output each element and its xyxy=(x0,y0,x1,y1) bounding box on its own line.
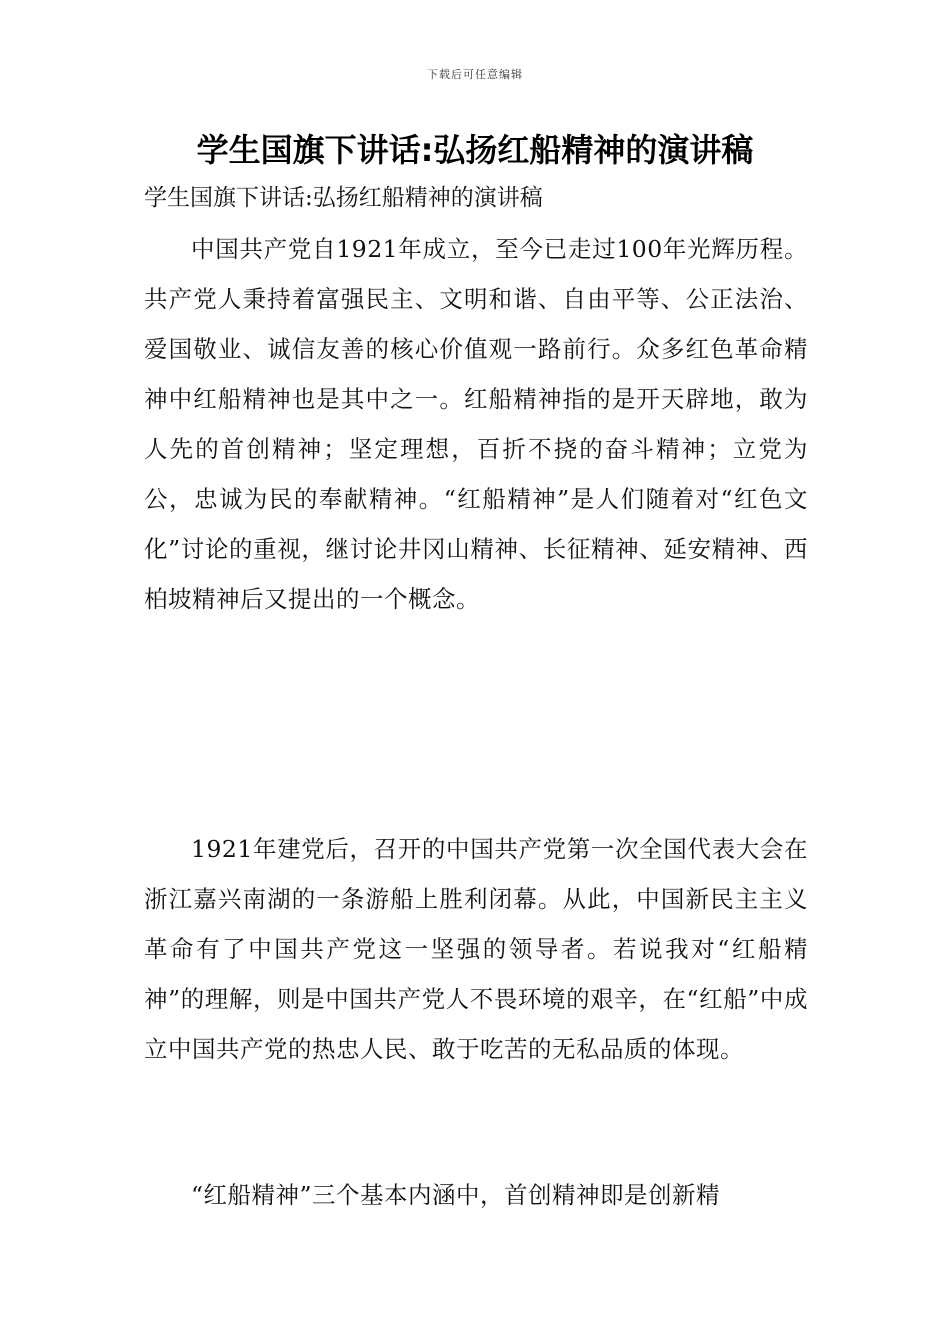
document-subtitle: 学生国旗下讲话:弘扬红船精神的演讲稿 xyxy=(144,185,543,211)
paragraph-3: “红船精神”三个基本内涵中，首创精神即是创新精 xyxy=(191,1181,721,1209)
header-note: 下载后可任意编辑 xyxy=(427,68,523,81)
paragraph-2: 1921年建党后，召开的中国共产党第一次全国代表大会在浙江嘉兴南湖的一条游船上胜利闭幕。从此，中国新民主主义革命有了中国共产党这一坚强的领导者。若说我对“红船精神”的理解，则是中国共产党人不畏环境的艰辛，在“红船”中成立中国共产党的热忠人民、敢于吃苦的无私品质的体现。 xyxy=(144,835,808,1063)
paragraph-1: 中国共产党自1921年成立，至今已走过100年光辉历程。共产党人秉持着富强民主、文明和谐、自由平等、公正法治、爱国敬业、诚信友善的核心价值观一路前行。众多红色革命精神中红船精神也是其中之一。红船精神指的是开天辟地，敢为人先的首创精神；坚定理想，百折不挠的奋斗精神；立党为公，忠诚为民的奉献精神。“红船精神”是人们随着对“红色文化”讨论的重视，继讨论井冈山精神、长征精神、延安精神、西柏坡精神后又提出的一个概念。 xyxy=(144,235,808,613)
document-title: 学生国旗下讲话:弘扬红船精神的演讲稿 xyxy=(196,131,754,169)
